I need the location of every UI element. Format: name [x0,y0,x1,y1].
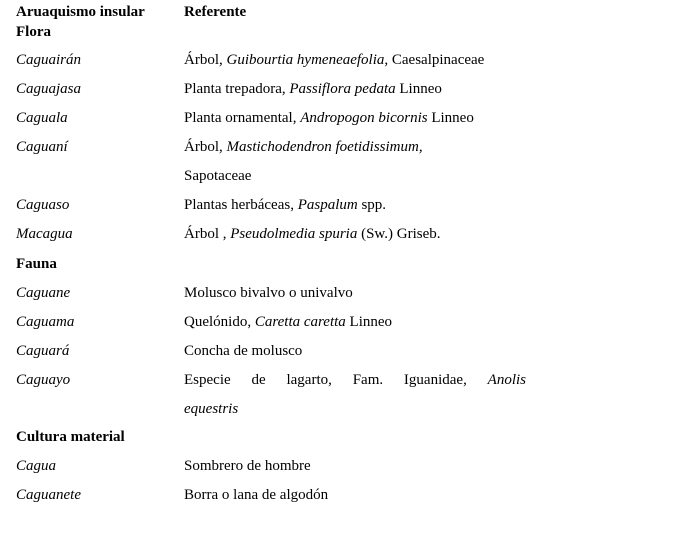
referent-cell [184,108,526,128]
referent-text: Sombrero de hombre [184,458,311,474]
term-cell: Caguanete [16,487,81,503]
section-cultura [0,427,678,456]
term-cell: Caguajasa [16,81,82,97]
header-col1 [16,2,181,42]
referent-text: Plantas herbáceas, [184,197,298,213]
term-cell: Caguará [16,343,70,359]
term-cell: Caguama [16,314,75,330]
referent-text: , Caesalpinaceae [384,52,485,68]
scientific-name: Paspalum [297,197,358,213]
referent-text: spp. [357,197,387,213]
term-cell: Caguala [16,110,68,126]
referent-text: Árbol , [184,226,231,242]
referent-cell [184,50,526,70]
referent-text: Planta ornamental, [184,110,301,126]
referent-text: (Sw.) Griseb. [357,226,441,242]
table-row [0,50,678,79]
scientific-name: Mastichodendron foetidissimum, [226,139,423,155]
term-cell: Macagua [16,226,73,242]
term-cell: Caguayo [16,372,71,388]
table-row [0,485,678,514]
table-row [0,456,678,485]
table-row [0,166,678,195]
referent-text: Linneo [395,81,442,97]
referent-text: Borra o lana de algodón [184,487,329,503]
referent-cell [184,341,526,361]
referent-text: Linneo [345,314,393,330]
table-header [0,2,678,40]
table-row [0,195,678,224]
referent-text: Molusco bivalvo o univalvo [184,285,353,301]
table-row [0,137,678,166]
term-cell: Caguairán [16,52,82,68]
referent-cell [184,312,526,332]
referent-cell [184,166,526,186]
section-heading-cultura: Cultura material [16,429,125,445]
referent-cell [184,370,526,390]
scientific-name: Passiflora pedata [289,81,396,97]
term-cell: Caguaní [16,139,68,155]
referent-cell [184,399,526,419]
referent-text: Especie de lagarto, Fam. Iguanidae, [184,372,488,388]
referent-cell [184,224,526,244]
referent-text: Árbol, [184,139,227,155]
referent-text: Planta trepadora, [184,81,290,97]
scientific-name: Pseudolmedia spuria [230,226,358,242]
term-cell: Caguaso [16,197,70,213]
table-row [0,108,678,137]
referent-cell [184,283,526,303]
header-col2: Referente [184,4,247,20]
referent-text: Quelónido, [184,314,255,330]
table-row [0,399,678,428]
table-row [0,79,678,108]
scientific-name: equestris [184,401,239,417]
section-heading-fauna: Fauna [16,256,57,272]
referent-cell [184,485,526,505]
referent-cell [184,456,526,476]
scientific-name: Andropogon bicornis [300,110,428,126]
header-col1-title: Aruaquismo insular [16,4,145,20]
referent-cell [184,137,526,157]
section-heading-flora: Flora [16,24,51,40]
referent-cell [184,195,526,215]
table-row [0,370,678,399]
scientific-name: Anolis [487,372,526,388]
referent-text: Linneo [427,110,474,126]
term-cell: Cagua [16,458,57,474]
scientific-name: Caretta caretta [254,314,346,330]
referent-text: Árbol, [184,52,227,68]
referent-text: Concha de molusco [184,343,303,359]
table-row [0,224,678,253]
section-fauna [0,254,678,283]
referent-text: Sapotaceae [184,168,252,184]
term-cell: Caguane [16,285,71,301]
table-row [0,312,678,341]
table-row [0,341,678,370]
scientific-name: Guibourtia hymeneaefolia [226,52,385,68]
referent-cell [184,79,526,99]
table-row [0,283,678,312]
